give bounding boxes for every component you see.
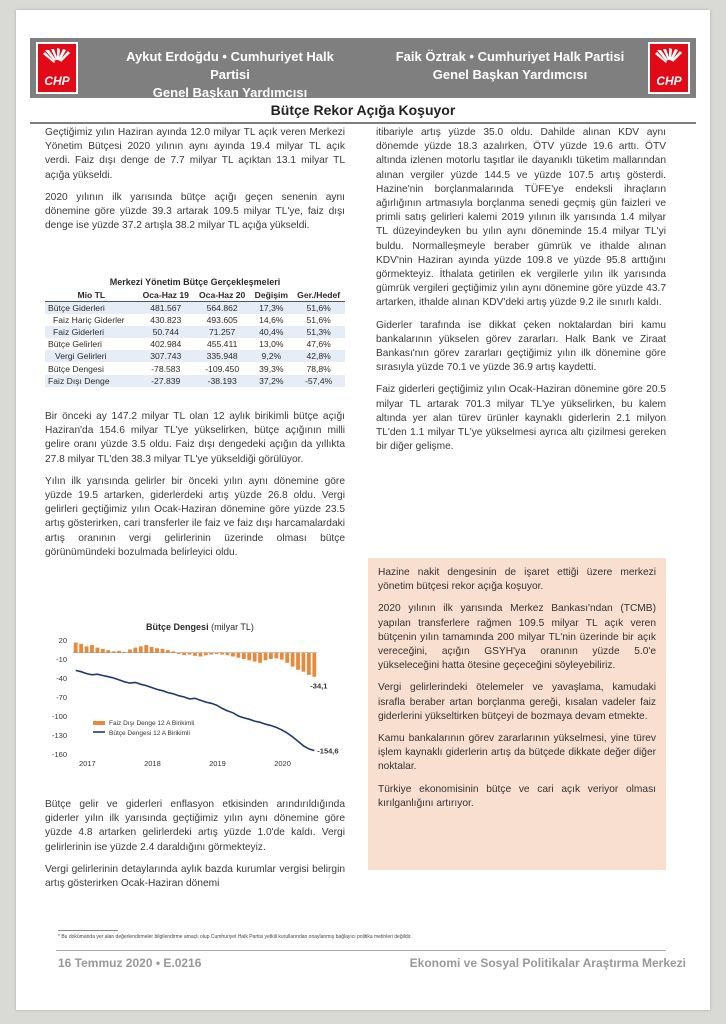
row-label: Bütçe Giderleri	[45, 302, 138, 314]
bar-faiz-disi-denge	[215, 653, 219, 654]
cell: 51,6%	[292, 302, 345, 314]
legend-label-blue: Bütçe Dengesi 12 A Birikimli	[109, 730, 190, 737]
cell: 564.862	[194, 302, 250, 314]
paragraph: 2020 yılının ilk yarısında bütçe açığı geçen senenin aynı dönemine göre yüzde 39.3 artarak 109.5 milyar TL'ye, faiz dışı denge ise yüzde 37.2 artışla 38.2 milyar TL açığa yükseldi.	[45, 191, 345, 232]
header-left-name: Aykut Erdoğdu • Cumhuriyet Halk Partisi	[126, 49, 334, 82]
table-row	[45, 338, 345, 350]
cell: 39,3%	[259, 363, 284, 374]
bar-faiz-disi-denge	[123, 652, 127, 653]
bar-faiz-disi-denge	[96, 648, 100, 653]
header-right-name: Faik Öztrak • Cumhuriyet Halk Partisi	[395, 49, 625, 64]
table-row	[45, 326, 345, 338]
bar-faiz-disi-denge	[90, 645, 94, 653]
paragraph: Vergi gelirlerinin detaylarında aylık bazda kurumlar vergisi belirgin artış gösterirken Ocak-Haziran dönemi	[45, 863, 345, 890]
bar-faiz-disi-denge	[312, 653, 316, 677]
chp-logo-left	[36, 42, 78, 94]
cell: -27.839	[138, 375, 194, 387]
legend-label-orange: Faiz Dışı Denge 12 A Birikimli	[109, 720, 195, 727]
paragraph: Faiz giderleri geçtiğimiz yılın Ocak-Haziran dönemine göre 20.5 milyar TL artarak 701.3 milyar TL'ye yükselirken, bu kalem altında yer alan türev ürünler kaynaklı giderlerin 2.1 milyon TL'den 1.1 milyar TL'ye yükselmesi ayrıca altı çizilmesi gereken bir diğer gelişme.	[376, 384, 666, 453]
bar-faiz-disi-denge	[144, 645, 148, 653]
bar-faiz-disi-denge	[204, 653, 208, 656]
chart-svg	[45, 636, 355, 786]
table-header: Ger./Hedef	[292, 289, 345, 302]
bar-faiz-disi-denge	[117, 651, 121, 653]
cell: 50.744	[138, 326, 194, 338]
cell: 17,3%	[250, 302, 292, 314]
left-column-mid	[45, 410, 345, 568]
bar-faiz-disi-denge	[74, 643, 78, 653]
bar-faiz-disi-denge	[150, 647, 154, 653]
bar-faiz-disi-denge	[128, 650, 132, 653]
row-label: Faiz Giderleri	[45, 326, 138, 338]
paragraph: Geçtiğimiz yılın Haziran ayında 12.0 milyar TL açık veren Merkezi Yönetim Bütçesi 2020 yılının aynı ayında 19.4 milyar TL açık verdi. Faiz dışı denge de 7.7 milyar TL açıktan 13.1 milyar TL açığa yükseldi.	[45, 127, 345, 181]
right-column	[376, 126, 666, 462]
cell: 42,8%	[292, 350, 345, 362]
cell: 455.411	[206, 339, 238, 350]
cell: 78,8%	[306, 363, 331, 374]
bar-faiz-disi-denge	[161, 649, 165, 653]
bar-faiz-disi-denge	[166, 650, 170, 653]
bar-faiz-disi-denge	[209, 653, 213, 655]
cell: -78.583	[151, 363, 181, 374]
bar-faiz-disi-denge	[193, 653, 197, 656]
box-paragraph: Kamu bankalarının görev zararlarının yükselmesi, yine türev işlem kaynaklı giderlerin artış da bütçede dikkate değer diğer noktalar.	[378, 733, 656, 773]
cell: 481.567	[138, 302, 194, 314]
cell: 51,6%	[306, 314, 331, 325]
box-paragraph: Vergi gelirlerindeki ötelemeler ve yavaşlama, kamudaki israfla beraber artan borçlanma gereği, kısalan vadeler faiz giderlerini yükseltirken bütçeyi de bozmaya devam etmekte.	[378, 682, 656, 722]
cell: 307.743	[138, 350, 194, 362]
bar-faiz-disi-denge	[307, 653, 311, 675]
bar-faiz-disi-denge	[231, 653, 235, 657]
cell: 493.605	[206, 314, 238, 325]
bar-faiz-disi-denge	[171, 651, 175, 652]
bar-faiz-disi-denge	[247, 653, 251, 661]
bar-faiz-disi-denge	[296, 653, 300, 670]
y-tick-label: -70	[56, 693, 67, 702]
y-tick-label: -160	[51, 750, 67, 759]
cell: 430.823	[150, 314, 182, 325]
x-tick-label: 2020	[274, 759, 291, 768]
bar-faiz-disi-denge	[302, 653, 306, 672]
header-left-text	[110, 48, 350, 102]
y-tick-label: -40	[56, 674, 67, 683]
legend-swatch-orange	[93, 721, 105, 725]
bar-faiz-disi-denge	[258, 653, 262, 663]
cell: 37,2%	[250, 375, 292, 387]
cell: 51,3%	[292, 326, 345, 338]
paragraph: Giderler tarafında ise dikkat çeken noktalardan biri kamu bankalarının yükselen görev zararları. Halk Bank ve Ziraat Bankası'nın görev zararları geçtiğimiz yılın ilk dönemine göre sırasıyla yüzde 70.1 ve yüzde 36.9 artış kaydetti.	[376, 319, 666, 374]
table-header: Oca-Haz 19	[138, 289, 194, 302]
x-tick-label: 2017	[79, 759, 96, 768]
paragraph: Bütçe gelir ve giderleri enflasyon etkisinden arındırıldığında giderler yılın ilk yarısında geçtiğimiz yılın aynı dönemine göre yüzde 4.8 artarken gelirlerdeki artış yüzde 1.0'de kaldı. Vergi gelirlerinin ise yüzde 2.4 daraldığını görmekteyiz.	[45, 799, 345, 853]
header-right-role: Genel Başkan Yardımcısı	[432, 67, 588, 82]
annotation-blue-last: -154,6	[317, 746, 339, 756]
chart-title-unit: (milyar TL)	[211, 622, 254, 632]
budget-table	[45, 277, 345, 387]
paragraph: itibariyle artış yüzde 35.0 oldu. Dahilde alınan KDV aynı dönemde yüzde 18.3 azalırken, ÖTV yüzde 19.6 arttı. ÖTV altında izlenen motorlu taşıtlar ile dayanıklı tüketim mallarından alınan vergiler yüzde 144.5 ve yüzde 107.5 artış gösterdi. Hazine'nin borçlanmalarında TÜFE'ye endeksli ihraçların ağırlığının artmasıyla borçlanma senedi geçmiş gün faizleri ve primli satış gelirleri kalemi 2019 yılının ilk yarısında 1.4 milyar TL düzeyindeyken bu yılın aynı döneminde 15.4 milyar TL'yi buldu. Normalleşmeyle beraber gümrük ve ithalde alınan KDV'nin Haziran ayında yüzde 109.8 ve yüzde 95.8 arttığını görmekteyiz. İthalata getirilen ek vergilerle yılın ilk yarısında gümrük vergileri geçtiğimiz yılın aynı dönemine göre yüzde 43.7 artarken, ithalde alınan KDV'deki artış yüzde 9.2 ile sınırlı kaldı.	[376, 127, 666, 309]
table-header: Oca-Haz 20	[194, 289, 250, 302]
bar-faiz-disi-denge	[85, 646, 89, 652]
chart-title: Bütçe Dengesi	[146, 622, 209, 632]
header-band	[30, 38, 696, 98]
header-left-role: Genel Başkan Yardımcısı	[152, 85, 308, 100]
bar-faiz-disi-denge	[285, 653, 289, 663]
line-butce-dengesi	[76, 670, 315, 750]
bar-faiz-disi-denge	[269, 653, 273, 659]
x-tick-label: 2019	[209, 759, 226, 768]
bar-faiz-disi-denge	[177, 653, 181, 654]
bar-faiz-disi-denge	[253, 653, 257, 662]
footer-date: 16 Temmuz 2020 • E.0216	[58, 956, 202, 970]
cell: -38.193	[194, 375, 250, 387]
cell: 14,6%	[259, 314, 284, 325]
cell: 47,6%	[306, 339, 331, 350]
paragraph: Bir önceki ay 147.2 milyar TL olan 12 aylık birikimli bütçe açığı Haziran'da 154.6 milyar TL'ye yükselirken, bütçe açığının milli gelire oranı yüzde 3.5 oldu. Faiz dışı dengedeki açığın da yıllıkta 27.8 milyar TL'den 38.3 milyar TL'ye yükseldiği görülüyor.	[45, 411, 345, 465]
highlight-box	[368, 558, 666, 870]
x-tick-label: 2018	[144, 759, 161, 768]
footnote: * Bu dokümanda yer alan değerlendirmeler bilgilendirme amaçlı olup Cumhuriyet Halk Partisi yetkili kurullarından onaylanmış bağlayıcı politika metinleri değildir.	[58, 934, 412, 940]
bar-faiz-disi-denge	[155, 648, 159, 652]
bar-faiz-disi-denge	[182, 653, 186, 656]
footer-divider	[56, 950, 666, 951]
bar-faiz-disi-denge	[139, 646, 143, 652]
table-row	[45, 375, 345, 387]
bar-faiz-disi-denge	[280, 653, 284, 660]
cell: 402.984	[150, 339, 182, 350]
cell: 335.948	[194, 350, 250, 362]
y-tick-label: 20	[58, 636, 67, 645]
table-header: Değişim	[250, 289, 292, 302]
table-row	[45, 350, 345, 362]
table-row	[45, 314, 345, 326]
bar-faiz-disi-denge	[106, 650, 110, 653]
cell: 71.257	[194, 326, 250, 338]
table-title: Merkezi Yönetim Bütçe Gerçekleşmeleri	[109, 277, 281, 287]
cell: -109.450	[205, 363, 240, 374]
cell: -57,4%	[292, 375, 345, 387]
six-arrows-icon	[42, 48, 72, 74]
bar-faiz-disi-denge	[291, 653, 295, 667]
paragraph: Yılın ilk yarısında gelirler bir önceki yılın aynı dönemine göre yüzde 19.5 artarken, giderlerdeki artış yüzde 26.8 oldu. Vergi gelirleri geçtiğimiz yılın Ocak-Haziran dönemine göre yüzde 23.5 artış gösterirken, cari transferler ile faiz ve faiz dışı harcamalardaki artış oranının vergi gelirlerinin üzerinde olması bütçe görünümündeki bozulmada belirleyici oldu.	[45, 475, 345, 558]
cell: 40,4%	[250, 326, 292, 338]
row-label: Bütçe Gelirleri	[48, 339, 102, 350]
y-tick-label: -10	[56, 655, 67, 664]
chart-title-row	[45, 622, 355, 632]
bar-faiz-disi-denge	[188, 653, 192, 655]
row-label: Vergi Gelirleri	[45, 350, 138, 362]
left-column	[45, 126, 345, 241]
bar-faiz-disi-denge	[226, 653, 230, 656]
logo-text: CHP	[44, 74, 70, 88]
logo-text: CHP	[656, 74, 682, 88]
bar-faiz-disi-denge	[133, 648, 137, 653]
row-label: Faiz Hariç Giderler	[53, 314, 125, 325]
bar-faiz-disi-denge	[199, 653, 203, 657]
row-label: Bütçe Dengesi	[48, 363, 104, 374]
cell: 13,0%	[259, 339, 284, 350]
bar-faiz-disi-denge	[242, 653, 246, 659]
y-tick-label: -100	[51, 712, 67, 721]
bar-faiz-disi-denge	[220, 653, 224, 655]
bar-faiz-disi-denge	[264, 653, 268, 661]
y-tick-label: -130	[51, 731, 67, 740]
document-title: Bütçe Rekor Açığa Koşuyor	[30, 102, 696, 124]
box-paragraph: 2020 yılının ilk yarısında Merkez Bankası'ndan (TCMB) yapılan transferlere rağmen 109.5 milyar TL açık veren bütçenin yılın tamamında 200 milyar TL'nin üzerinde bir açık vereceğini, açığın GSYH'ya oranının yüzde 5.0'e yükseleceğini hatta ötesine geçeceğini söyleyebiliriz.	[378, 603, 656, 672]
annotation-orange-last: -34,1	[310, 681, 328, 691]
box-paragraph: Hazine nakit dengesinin de işaret ettiği üzere merkezi yönetim bütçesi rekor açığa koşuyor.	[378, 567, 656, 593]
footer-org: Ekonomi ve Sosyal Politikalar Araştırma Merkezi	[409, 956, 686, 970]
bar-faiz-disi-denge	[112, 651, 116, 652]
left-column-bottom	[45, 798, 345, 899]
budget-balance-chart	[45, 622, 355, 790]
table-row	[45, 302, 345, 314]
bar-faiz-disi-denge	[79, 644, 83, 653]
six-arrows-icon	[654, 48, 684, 74]
table-row	[45, 362, 345, 374]
row-label: Faiz Dışı Denge	[45, 375, 138, 387]
footnote-divider	[58, 930, 118, 931]
box-paragraph: Türkiye ekonomisinin bütçe ve cari açık veriyor olması kırılganlığını artırıyor.	[378, 783, 656, 809]
table-header: Mio TL	[45, 289, 138, 302]
bar-faiz-disi-denge	[236, 653, 240, 658]
bar-faiz-disi-denge	[274, 653, 278, 659]
bar-faiz-disi-denge	[101, 649, 105, 653]
header-right-text	[390, 48, 630, 84]
cell: 9,2%	[250, 350, 292, 362]
chp-logo-right	[648, 42, 690, 94]
